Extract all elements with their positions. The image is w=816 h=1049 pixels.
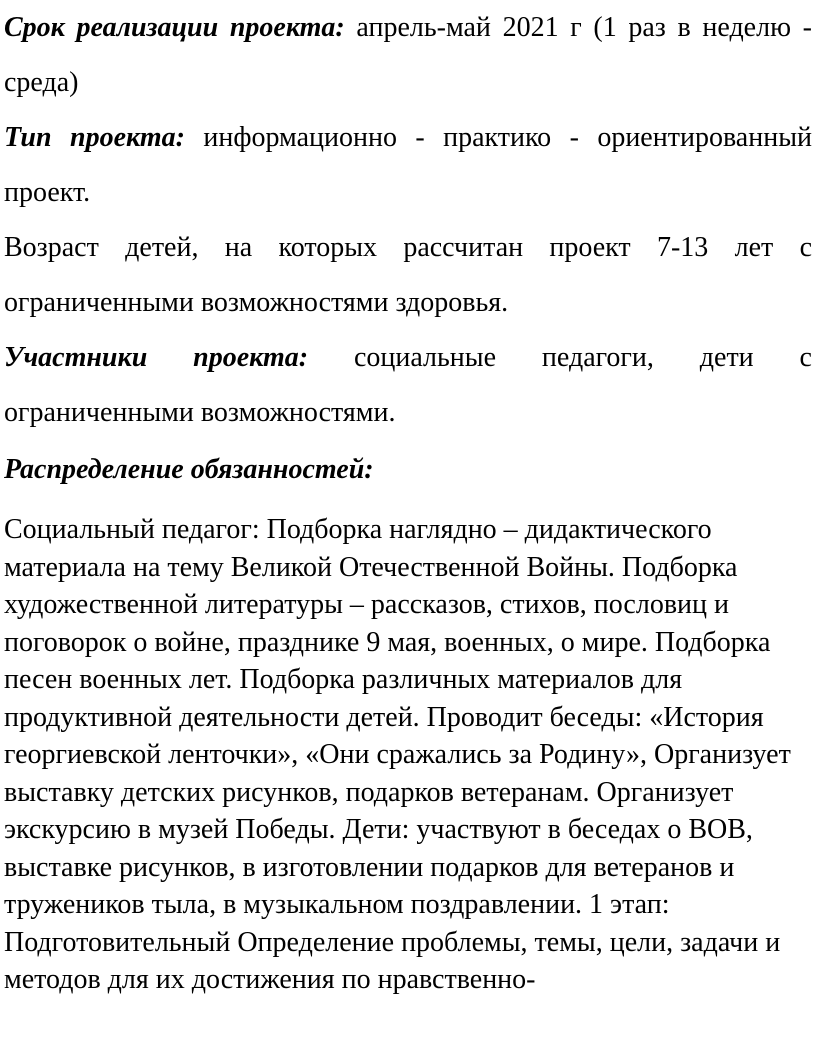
project-term-label: Срок реализации проекта:	[4, 12, 345, 43]
document-page	[4, 0, 812, 999]
duties-body: Социальный педагог: Подборка наглядно – дидактического материала на тему Великой Отечественной Войны. Подборка художественной литературы – рассказов, стихов, пословиц и поговорок о войне, празднике 9 мая, военных, о мире. Подборка песен военных лет. Подборка различных материалов для продуктивной деятельности детей. Проводит беседы: «История георгиевской ленточки», «Они сражались за Родину», Организует выставку детских рисунков, подарков ветеранам. Организует экскурсию в музей Победы. Дети: участвуют в беседах о ВОВ, выставке рисунков, в изготовлении подарков для ветеранов и тружеников тыла, в музыкальном поздравлении. 1 этап: Подготовительный Определение проблемы, темы, цели, задачи и методов для их достижения по нравственно-	[4, 514, 791, 995]
age-text: Возраст детей, на которых рассчитан проект 7-13 лет с ограниченными возможностями здоровья.	[4, 232, 812, 318]
project-type-paragraph	[4, 110, 812, 220]
participants-text: социальные педагоги, дети с ограниченными возможностями.	[4, 342, 812, 428]
duties-heading: Распределение обязанностей:	[4, 454, 374, 485]
project-type-text: информационно - практико - ориентированный проект.	[4, 122, 812, 208]
participants-label: Участники проекта:	[4, 342, 309, 373]
project-type-label: Тип проекта:	[4, 122, 185, 153]
age-paragraph	[4, 220, 812, 330]
participants-paragraph	[4, 330, 812, 440]
project-term-text: апрель-май 2021 г (1 раз в неделю - среда)	[4, 12, 812, 98]
project-term-paragraph	[4, 0, 812, 110]
